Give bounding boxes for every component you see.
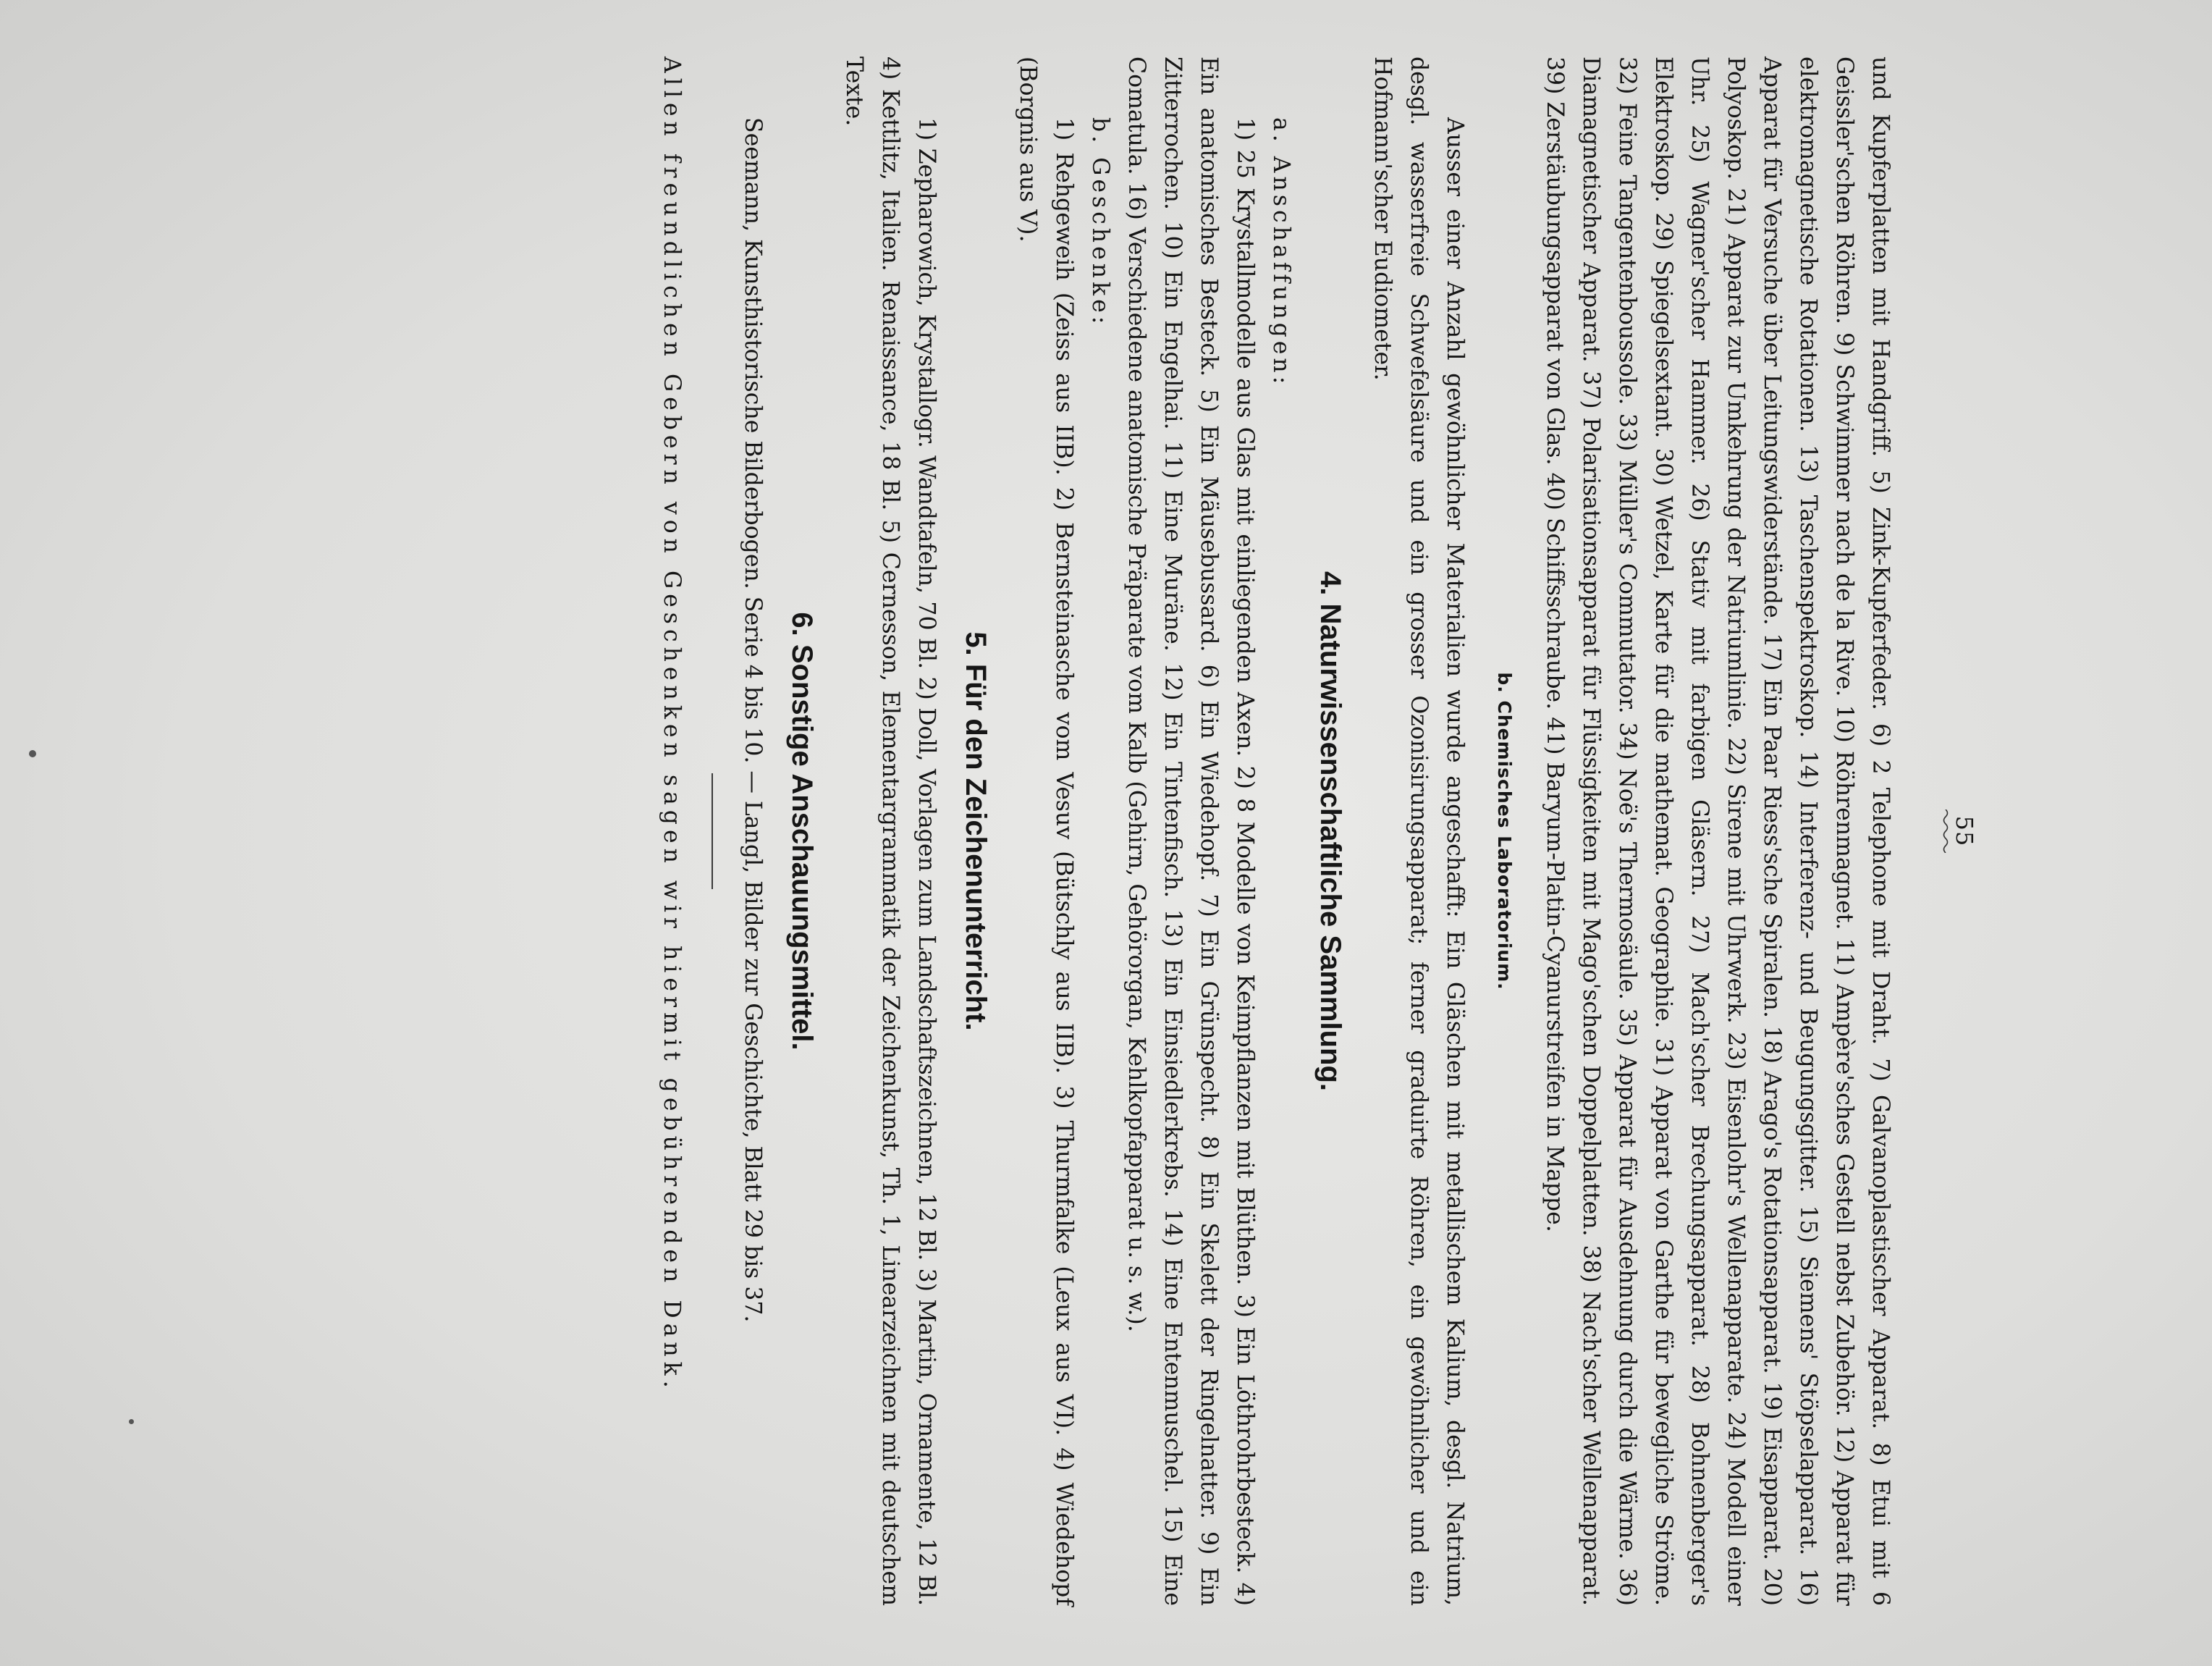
subheading-chemisches-laboratorium: b. Chemisches Laboratorium. [1494,672,1515,990]
section-divider [712,773,713,889]
heading-sonstige-anschauungsmittel: 6. Sonstige Anschauungsmittel. [786,612,818,1051]
dust-speck [29,750,36,757]
paragraph-thanks: Allen freundlichen Gebern von Geschenken sagen wir hiermit gebührenden Dank. [659,56,685,1393]
paragraph-zeichenunterricht: 1) Zepharowich, Krystallogr. Wandtafeln, 70 Bl. 2) Doll, Vorlagen zum Landschaftszeichnen, 12 Bl. 3) Martin, Ornamente, 12 Bl. 4) Kettlitz, Italien. Renaissance, 18 Bl. 5) Cernesson, Elementargrammatik der Zeichenkunst, Th. 1, Linearzeichnen mit deutschem Texte. [841,56,940,1606]
label-geschenke: b. Geschenke: [1087,117,1113,328]
heading-naturwissenschaftliche-sammlung: 4. Naturwissenschaftliche Sammlung. [1314,571,1346,1091]
page-number: 55 [1951,815,1978,847]
page-number-ornament [1942,809,1949,853]
heading-zeichenunterricht: 5. Für den Zeichenunterricht. [960,631,992,1031]
paragraph-chem: Ausser einer Anzahl gewöhnlicher Materialien wurde angeschafft: Ein Gläschen mit metallischem Kalium, desgl. Natrium, desgl. wasserfreie Schwefelsäure und ein grosser Ozonisirungsapparat; ferner graduirte Röhren, ein gewöhnlicher und ein Hofmann'scher Eudiometer. [1369,56,1468,1606]
dust-speck [129,1419,134,1424]
paragraph-anschaffungen: 1) 25 Krystallmodelle aus Glas mit einliegenden Axen. 2) 8 Modelle von Keimpflanzen mit Blüthen. 3) Ein Löthrohrbesteck. 4) Ein anatomisches Besteck. 5) Ein Mäusebussard. 6) Ein Wiedehopf. 7) Ein Grünspecht. 8) Ein Skelett der Ringelnatter. 9) Ein Zitterrochen. 10) Ein Engelhai. 11) Eine Muräne. 12) Ein Tintenfisch. 13) Ein Einsiedlerkrebs. 14) Eine Entenmuschel. 15) Eine Comatula. 16) Verschiedene anatomische Präparate vom Kalb (Gehirn, Gehörorgan, Kehlkopfapparat u. s. w.). [1123,56,1258,1606]
document-body [654,56,1899,1606]
paragraph-physics-list: und Kupferplatten mit Handgriff. 5) Zink-Kupferfeder. 6) 2 Telephone mit Draht. 7) Galvanoplastischer Apparat. 8) Etui mit 6 Geissler'schen Röhren. 9) Schwimmer nach de la Rive. 10) Röhrenmagnet. 11) Ampère'sches Gestell nebst Zubehör. 12) Apparat für elektromagnetische Rotationen. 13) Taschenspektroskop. 14) Interferenz- und Beugungsgitter. 15) Siemens' Stöpselapparat. 16) Apparat für Versuche über Leitungswiderstände. 17) Ein Paar Riess'sche Spiralen. 18) Arago's Rotationsapparat. 19) Eisapparat. 20) Polyoskop. 21) Apparat zur Umkehrung der Natriumlinie. 22) Sirene mit Uhrwerk. 23) Eisenlohr's Wellenapparate. 24) Modell einer Uhr. 25) Wagner'scher Hammer. 26) Stativ mit farbigen Gläsern. 27) Mach'scher Brechungsapparat. 28) Bohnenberger's Elektroskop. 29) Spiegelsextant. 30) Wetzel, Karte für die mathemat. Geographie. 31) Apparat von Garthe für bewegliche Ströme. 32) Feine Tangentenboussole. 33) Müller's Commutator. 34) Noë's Thermosäule. 35) Apparat für Ausdehnung durch die Wärme. 36) Diamagnetischer Apparat. 37) Polarisationsapparat für Flüssigkeiten mit Mago'schen Doppelplatten. 38) Nach'scher Wellenapparat. 39) Zerstäubungsapparat von Glas. 40) Schiffsschraube. 41) Baryum-Platin-Cyanurstreifen in Mappe. [1542,56,1894,1606]
paragraph-geschenke: 1) Rehgeweih (Zeiss aus IIB). 2) Bernsteinasche vom Vesuv (Bütschly aus IIB). 3) Thurmfalke (Leux aus VI). 4) Wiedehopf (Borgnis aus V). [1015,56,1077,1606]
label-anschaffungen: a. Anschaffungen: [1268,117,1294,388]
paragraph-sonstige: Seemann, Kunsthistorische Bilderbogen. Serie 4 bis 10. — Langl, Bilder zur Geschichte, Blatt 29 bis 37. [740,117,766,1323]
document-page [241,56,1978,1606]
